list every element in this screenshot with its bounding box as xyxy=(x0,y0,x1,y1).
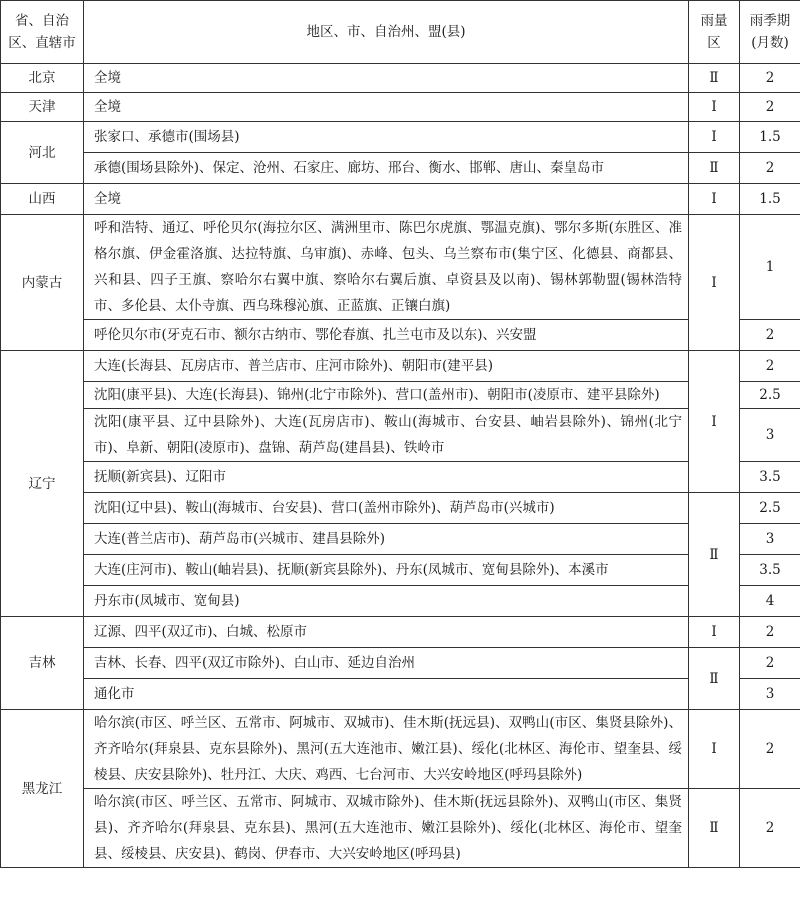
table-row xyxy=(1,555,800,586)
table-row xyxy=(1,586,800,617)
season-cell: 3 xyxy=(740,409,800,462)
province-cell: 北京 xyxy=(1,64,84,93)
area-cell: 沈阳(辽中县)、鞍山(海城市、台安县)、营口(盖州市除外)、葫芦岛市(兴城市) xyxy=(84,493,689,524)
area-cell: 张家口、承德市(围场县) xyxy=(84,122,689,153)
area-cell: 沈阳(康平县、辽中县除外)、大连(瓦房店市)、鞍山(海城市、台安县、岫岩县除外)、锦州(北宁市)、阜新、朝阳(凌原市)、盘锦、葫芦岛(建昌县)、铁岭市 xyxy=(84,409,689,462)
season-cell: 1 xyxy=(740,215,800,320)
table-row xyxy=(1,648,800,679)
header-province: 省、自治区、直辖市 xyxy=(1,1,84,64)
table-row xyxy=(1,679,800,710)
area-cell: 呼伦贝尔市(牙克石市、额尔古纳市、鄂伦春旗、扎兰屯市及以东)、兴安盟 xyxy=(84,320,689,351)
season-cell: 2 xyxy=(740,320,800,351)
season-cell: 1.5 xyxy=(740,184,800,215)
season-cell: 2 xyxy=(740,617,800,648)
province-cell: 天津 xyxy=(1,93,84,122)
season-cell: 1.5 xyxy=(740,122,800,153)
area-cell: 大连(长海县、瓦房店市、普兰店市、庄河市除外)、朝阳市(建平县) xyxy=(84,351,689,382)
season-cell: 3.5 xyxy=(740,462,800,493)
season-cell: 2 xyxy=(740,64,800,93)
table-row xyxy=(1,215,800,320)
table-row xyxy=(1,409,800,462)
season-cell: 2 xyxy=(740,93,800,122)
table-row xyxy=(1,462,800,493)
zone-cell: Ⅱ xyxy=(689,64,740,93)
zone-cell: Ⅰ xyxy=(689,122,740,153)
province-cell: 黑龙江 xyxy=(1,710,84,868)
table-row xyxy=(1,789,800,868)
header-season: 雨季期(月数) xyxy=(740,1,800,64)
area-cell: 承德(围场县除外)、保定、沧州、石家庄、廊坊、邢台、衡水、邯郸、唐山、秦皇岛市 xyxy=(84,153,689,184)
table-row xyxy=(1,93,800,122)
header-row xyxy=(1,1,800,64)
table-row xyxy=(1,617,800,648)
header-zone: 雨量区 xyxy=(689,1,740,64)
province-cell: 河北 xyxy=(1,122,84,184)
table-row xyxy=(1,64,800,93)
zone-cell: Ⅱ xyxy=(689,789,740,868)
season-cell: 4 xyxy=(740,586,800,617)
area-cell: 大连(普兰店市)、葫芦岛市(兴城市、建昌县除外) xyxy=(84,524,689,555)
area-cell: 哈尔滨(市区、呼兰区、五常市、阿城市、双城市除外)、佳木斯(抚远县除外)、双鸭山(市区、集贤县)、齐齐哈尔(拜泉县、克东县)、黑河(五大连池市、嫩江县除外)、绥化(北林区、海伦市、望奎县、绥棱县、庆安县)、鹤岗、伊春市、大兴安岭地区(呼玛县) xyxy=(84,789,689,868)
season-cell: 2 xyxy=(740,351,800,382)
table-row xyxy=(1,524,800,555)
table-row xyxy=(1,710,800,789)
zone-cell: Ⅰ xyxy=(689,351,740,493)
season-cell: 2.5 xyxy=(740,493,800,524)
zone-cell: Ⅰ xyxy=(689,710,740,789)
area-cell: 全境 xyxy=(84,184,689,215)
zone-cell: Ⅰ xyxy=(689,184,740,215)
table-row xyxy=(1,320,800,351)
area-cell: 吉林、长春、四平(双辽市除外)、白山市、延边自治州 xyxy=(84,648,689,679)
area-cell: 大连(庄河市)、鞍山(岫岩县)、抚顺(新宾县除外)、丹东(凤城市、宽甸县除外)、本溪市 xyxy=(84,555,689,586)
zone-cell: Ⅰ xyxy=(689,215,740,351)
season-cell: 2 xyxy=(740,648,800,679)
season-cell: 2 xyxy=(740,789,800,868)
area-cell: 全境 xyxy=(84,93,689,122)
table-row xyxy=(1,122,800,153)
zone-cell: Ⅰ xyxy=(689,93,740,122)
area-cell: 全境 xyxy=(84,64,689,93)
season-cell: 2.5 xyxy=(740,382,800,409)
zone-cell: Ⅱ xyxy=(689,493,740,617)
season-cell: 2 xyxy=(740,153,800,184)
area-cell: 通化市 xyxy=(84,679,689,710)
table-row xyxy=(1,493,800,524)
table-row xyxy=(1,382,800,409)
season-cell: 3 xyxy=(740,679,800,710)
season-cell: 3.5 xyxy=(740,555,800,586)
area-cell: 丹东市(凤城市、宽甸县) xyxy=(84,586,689,617)
province-cell: 山西 xyxy=(1,184,84,215)
area-cell: 辽源、四平(双辽市)、白城、松原市 xyxy=(84,617,689,648)
area-cell: 抚顺(新宾县)、辽阳市 xyxy=(84,462,689,493)
season-cell: 3 xyxy=(740,524,800,555)
province-cell: 吉林 xyxy=(1,617,84,710)
zone-cell: Ⅱ xyxy=(689,648,740,710)
zone-cell: Ⅱ xyxy=(689,153,740,184)
area-cell: 哈尔滨(市区、呼兰区、五常市、阿城市、双城市)、佳木斯(抚远县)、双鸭山(市区、集贤县除外)、齐齐哈尔(拜泉县、克东县除外)、黑河(五大连池市、嫩江县)、绥化(北林区、海伦市、望奎县、绥棱县、庆安县除外)、牡丹江、大庆、鸡西、七台河市、大兴安岭地区(呼玛县除外) xyxy=(84,710,689,789)
province-cell: 内蒙古 xyxy=(1,215,84,351)
header-area: 地区、市、自治州、盟(县) xyxy=(84,1,689,64)
table-row xyxy=(1,351,800,382)
province-cell: 辽宁 xyxy=(1,351,84,617)
zone-cell: Ⅰ xyxy=(689,617,740,648)
area-cell: 呼和浩特、通辽、呼伦贝尔(海拉尔区、满洲里市、陈巴尔虎旗、鄂温克旗)、鄂尔多斯(东胜区、准格尔旗、伊金霍洛旗、达拉特旗、乌审旗)、赤峰、包头、乌兰察布市(集宁区、化德县、商都县、兴和县、四子王旗、察哈尔右翼中旗、察哈尔右翼后旗、卓资县及以南)、锡林郭勒盟(锡林浩特市、多伦县、太仆寺旗、西乌珠穆沁旗、正蓝旗、正镶白旗) xyxy=(84,215,689,320)
table-row xyxy=(1,153,800,184)
season-cell: 2 xyxy=(740,710,800,789)
table-row xyxy=(1,184,800,215)
area-cell: 沈阳(康平县)、大连(长海县)、锦州(北宁市除外)、营口(盖州市)、朝阳市(凌原市、建平县除外) xyxy=(84,382,689,409)
